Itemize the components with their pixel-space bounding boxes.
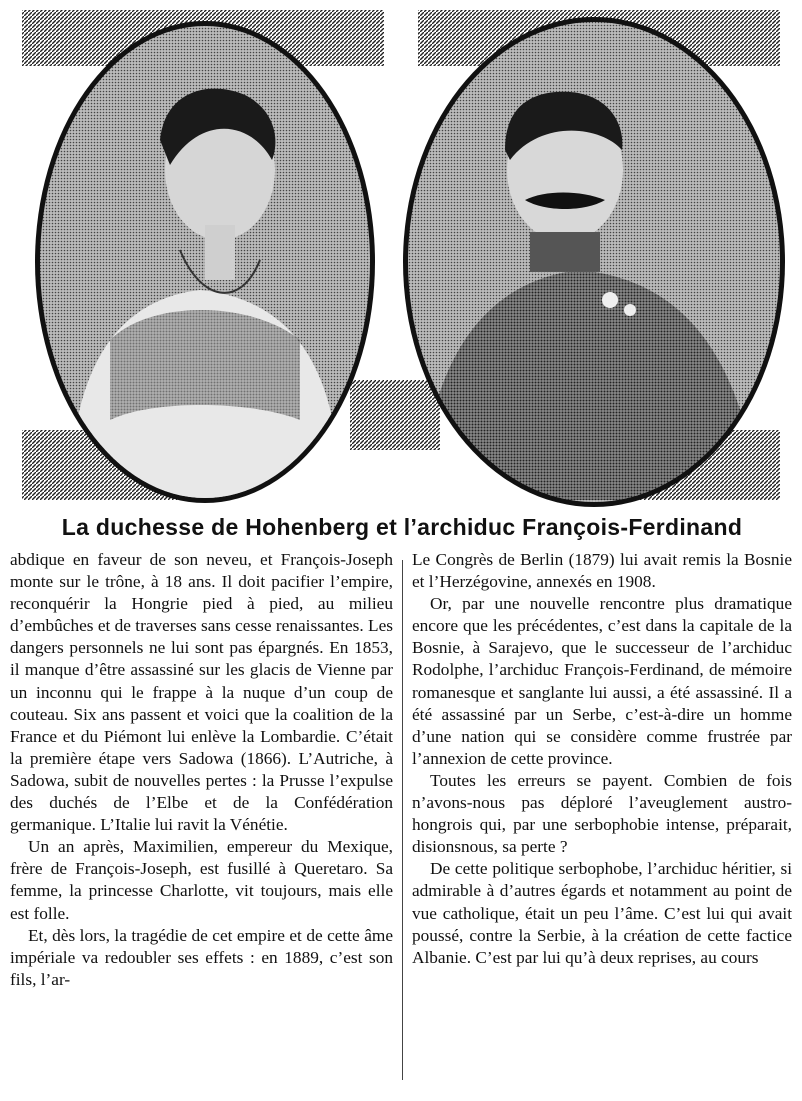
- paragraph: Toutes les erreurs se payent. Combien de fois n’avons-nous pas déploré l’aveuglement austro-hongrois qui, par une serbophobie intense, préparait, disionsnous, sa perte ?: [412, 770, 792, 857]
- portrait-plate: [0, 0, 802, 512]
- paragraph: Or, par une nouvelle rencontre plus dramatique encore que les précédentes, c’est dans la capitale de la Bosnie, à Sarajevo, que le successeur de l’archiduc Rodolphe, l’archiduc François-Ferdinand, de mémoire romanesque et sanglante lui aussi, a été assassiné. Il a été assassiné par un Serbe, c’est-à-dire un homme d’une nation qui se considère comme frustrée par l’annexion de cette province.: [412, 594, 792, 768]
- column-divider: [402, 560, 403, 1080]
- paragraph: De cette politique serbophobe, l’archiduc héritier, si admirable à d’autres égards et notamment au point de vue catholique, était un peu l’âme. C’est lui qui avait poussé, contre la Serbie, à la création de cette factice Albanie. C’est par lui qu’à deux reprises, au cours: [412, 859, 792, 967]
- article-column-right: [412, 549, 792, 1094]
- duchess-portrait: [35, 21, 375, 503]
- article-column-left: [10, 549, 393, 1094]
- photo-caption: La duchesse de Hohenberg et l’archiduc François-Ferdinand: [61, 514, 743, 540]
- paragraph: Le Congrès de Berlin (1879) lui avait remis la Bosnie et l’Herzégovine, annexés en 1908.: [412, 550, 792, 592]
- paragraph: Un an après, Maximilien, empereur du Mexique, frère de François-Joseph, est fusillé à Queretaro. Sa femme, la princesse Charlotte, vit toujours, mais elle est folle.: [10, 837, 393, 923]
- archduke-portrait: [403, 17, 785, 507]
- paragraph: Et, dès lors, la tragédie de cet empire et de cette âme impériale va redoubler ses effets : en 1889, c’est son fils, l’ar-: [10, 925, 393, 989]
- double-portrait-illustration: [0, 0, 802, 512]
- paragraph: abdique en faveur de son neveu, et François-Joseph monte sur le trône, à 18 ans. Il doit pacifier l’empire, reconquérir la Hongrie pied à pied, au milieu d’embûches et de traverses sans cesse renaissantes. Les dangers personnels ne lui sont pas épargnés. En 1853, il manque d’être assassiné sur les glacis de Vienne par un inconnu qui le frappe à la nuque d’un coup de couteau. Six ans passent et voici que la coalition de la France et du Piémont lui enlève la Lombardie. C’était la première étape vers Sadowa (1866). L’Autriche, à Sadowa, subit de nouvelles pertes : la Prusse l’expulse des duchés de l’Elbe et de la Confédération germanique. L’Italie lui ravit la Vénétie.: [10, 550, 393, 835]
